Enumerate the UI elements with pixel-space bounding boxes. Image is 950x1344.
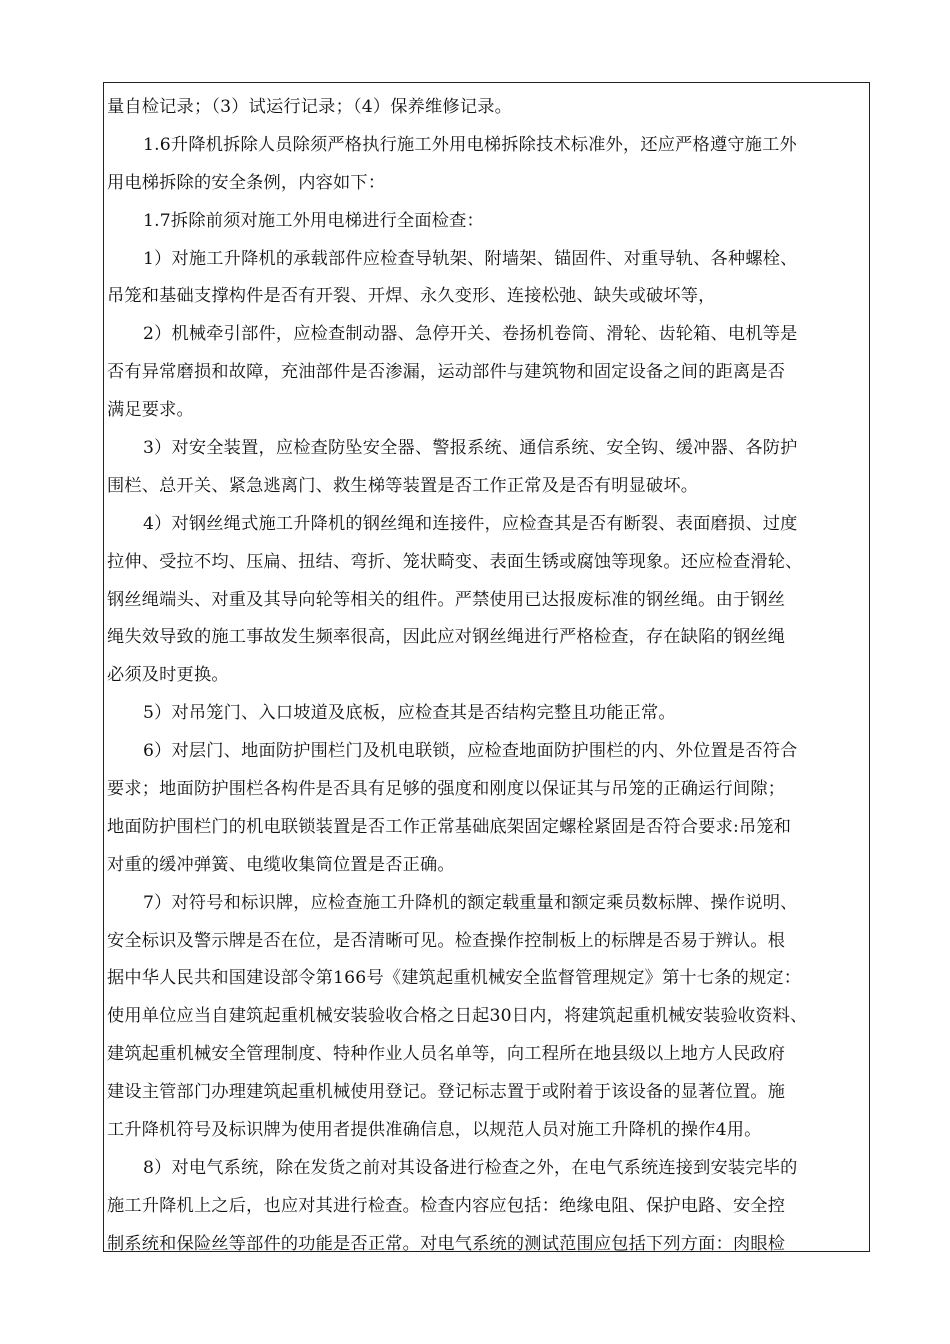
text-line: 1.6升降机拆除人员除须严格执行施工外用电梯拆除技术标准外，还应严格遵守施工外: [143, 134, 797, 155]
text-line: 6）对层门、地面防护围栏门及机电联锁，应检查地面防护围栏的内、外位置是否符合: [143, 741, 798, 762]
text-line: 否有异常磨损和故障，充油部件是否渗漏，运动部件与建筑物和固定设备之间的距离是否: [107, 362, 786, 383]
text-line: 4）对钢丝绳式施工升降机的钢丝绳和连接件，应检查其是否有断裂、表面磨损、过度: [143, 513, 798, 534]
text-line: 2）机械牵引部件，应检查制动器、急停开关、卷扬机卷筒、滑轮、齿轮箱、电机等是: [143, 324, 798, 345]
text-line: 3）对安全装置，应检查防坠安全器、警报系统、通信系统、安全钩、缓冲器、各防护: [143, 438, 798, 459]
text-line: 围栏、总开关、紧急逃离门、救生梯等装置是否工作正常及是否有明显破坏。: [107, 475, 699, 496]
text-line: 使用单位应当自建筑起重机械安装验收合格之日起30日内，将建筑起重机械安装验收资料、: [107, 1006, 808, 1027]
text-line: 地面防护围栏门的机电联锁装置是否工作正常基础底架固定螺栓紧固是否符合要求:吊笼和: [107, 816, 792, 837]
document-body: [107, 89, 868, 1252]
document-frame: [103, 82, 870, 1252]
text-line: 满足要求。: [107, 400, 194, 421]
text-line: 建设主管部门办理建筑起重机械使用登记。登记标志置于或附着于该设备的显著位置。施: [107, 1082, 786, 1103]
text-line: 工升降机符号及标识牌为使用者提供准确信息，以规范人员对施工升降机的操作4用。: [107, 1120, 762, 1141]
text-line: 绳失效导致的施工事故发生频率很高，因此应对钢丝绳进行严格检查，存在缺陷的钢丝绳: [107, 627, 786, 648]
text-line: 必须及时更换。: [107, 665, 229, 686]
text-line: 安全标识及警示牌是否在位，是否清晰可见。检查操作控制板上的标牌是否易于辨认。根: [107, 930, 786, 951]
text-line: 用电梯拆除的安全条例，内容如下：: [107, 172, 386, 193]
text-line: 1）对施工升降机的承载部件应检查导轨架、附墙架、锚固件、对重导轨、各种螺栓、: [143, 248, 798, 269]
text-line: 5）对吊笼门、入口坡道及底板，应检查其是否结构完整且功能正常。: [143, 703, 676, 724]
text-line: 拉伸、受拉不均、压扁、扭结、弯折、笼状畸变、表面生锈或腐蚀等现象。还应检查滑轮、: [107, 551, 803, 572]
text-line: 7）对符号和标识牌，应检查施工升降机的额定载重量和额定乘员数标牌、操作说明、: [143, 892, 798, 913]
text-line: 钢丝绳端头、对重及其导向轮等相关的组件。严禁使用已达报废标准的钢丝绳。由于钢丝: [107, 589, 786, 610]
text-line: 量自检记录；（3）试运行记录；（4）保养维修记录。: [107, 97, 512, 117]
text-line: 据中华人民共和国建设部令第166号《建筑起重机械安全监督管理规定》第十七条的规定：: [107, 968, 802, 989]
text-line: 吊笼和基础支撑构件是否有开裂、开焊、永久变形、连接松弛、缺失或破坏等，: [107, 286, 716, 307]
text-line: 施工升降机上之后，也应对其进行检查。检查内容应包括：绝缘电阻、保护电路、安全控: [107, 1195, 786, 1216]
text-line: 要求；地面防护围栏各构件是否具有足够的强度和刚度以保证其与吊笼的正确运行间隙；: [107, 779, 786, 800]
text-line: 建筑起重机械安全管理制度、特种作业人员名单等，向工程所在地县级以上地方人民政府: [107, 1044, 786, 1065]
text-line: 1.7拆除前须对施工外用电梯进行全面检查：: [143, 210, 484, 231]
text-line: 制系统和保险丝等部件的功能是否正常。对电气系统的测试范围应包括下列方面：肉眼检: [107, 1233, 786, 1252]
text-line: 8）对电气系统，除在发货之前对其设备进行检查之外，在电气系统连接到安装完毕的: [143, 1157, 798, 1178]
text-line: 对重的缓冲弹簧、电缆收集筒位置是否正确。: [107, 854, 455, 875]
